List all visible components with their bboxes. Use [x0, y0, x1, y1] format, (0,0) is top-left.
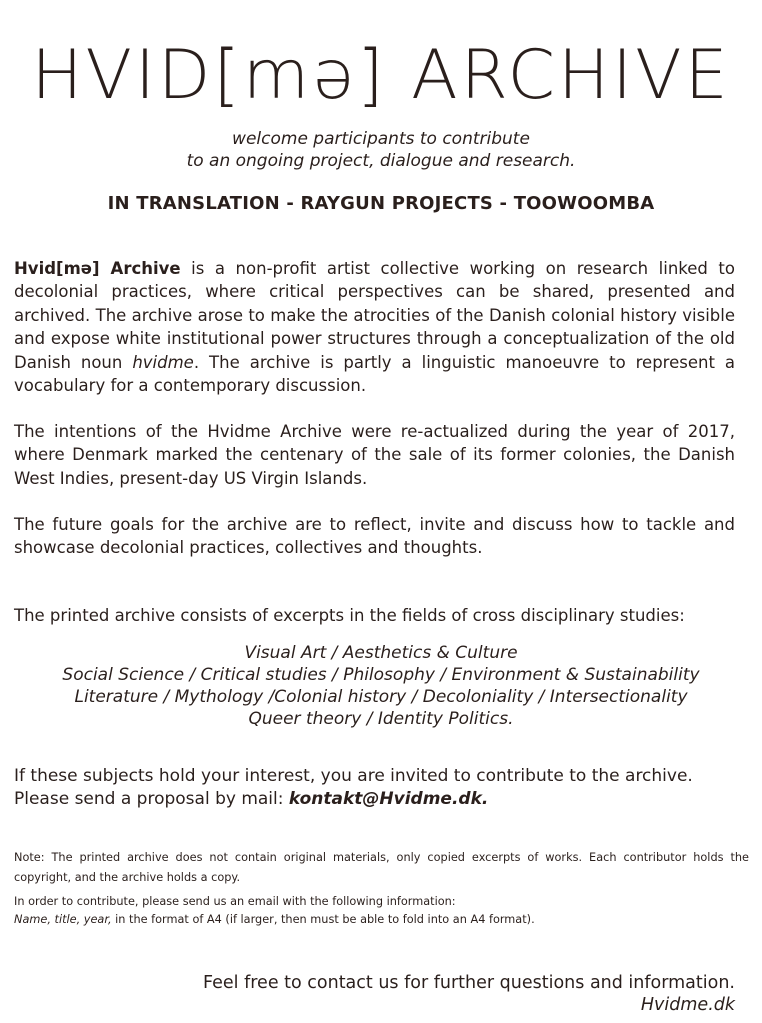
field-line: Social Science / Critical studies / Philosophy / Environment & Sustainability — [62, 665, 700, 685]
intro-text-a: is a non-profit artist collective working on research linked to decolonial practices, where critical perspectives can be shared, presented and archived. The archive arose to make the atrocities of the Danish colonial history visible and expose white institutional power structures through a conceptualization of the old Danish noun — [14, 259, 735, 372]
field-line: Visual Art / Aesthetics & Culture — [244, 643, 518, 663]
printed-archive-paragraph: The printed archive consists of excerpts in the fields of cross disciplinary studies: — [14, 606, 685, 625]
fields-list — [0, 642, 762, 730]
page-title: HVID[mə] ARCHIVE — [31, 36, 731, 115]
intro-paragraph — [14, 257, 735, 397]
format-rest: in the format of A4 (if larger, then must be able to fold into an A4 format). — [111, 913, 535, 926]
email-link[interactable]: kontakt@Hvidme.dk. — [288, 788, 489, 809]
field-line: Literature / Mythology /Colonial history / Decoloniality / Intersectionality — [74, 687, 688, 707]
contribute-line: In order to contribute, please send us an email with the following information: — [14, 895, 456, 908]
format-line — [14, 911, 749, 929]
subtitle-line-1: welcome participants to contribute — [232, 129, 530, 149]
intentions-paragraph: The intentions of the Hvidme Archive were re-actualized during the year of 2017, where Denmark marked the centenary of the sale of its former colonies, the Danish West Indies, present-day US Virgin Islands. — [14, 422, 735, 488]
invite-line-2 — [14, 788, 749, 811]
invite-block — [14, 765, 749, 810]
field-line: Queer theory / Identity Politics. — [248, 709, 514, 729]
invite-prefix: Please send a proposal by mail: — [14, 788, 289, 809]
note-paragraph: Note: The printed archive does not contain original materials, only copied excerpts of works. Each contributor holds the copyright, and the archive holds a copy. — [14, 851, 749, 884]
archive-name: Hvid[mə] Archive — [14, 259, 181, 278]
event-headline: IN TRANSLATION - RAYGUN PROJECTS - TOOWOOMBA — [107, 193, 655, 214]
format-fields: Name, title, year, — [14, 913, 112, 926]
website-link[interactable]: Hvidme.dk — [640, 995, 735, 1015]
intro-text-b: . The archive is partly a linguistic manoeuvre to represent a vocabulary for a contemporary discussion. — [14, 352, 736, 396]
invite-line-1: If these subjects hold your interest, you are invited to contribute to the archive. — [14, 766, 693, 786]
noun-hvidme: hvidme — [132, 352, 194, 372]
subtitle-line-2: to an ongoing project, dialogue and research. — [186, 151, 576, 171]
contact-line: Feel free to contact us for further questions and information. — [203, 973, 735, 993]
footer — [0, 972, 735, 1016]
subtitle — [0, 128, 762, 172]
goals-paragraph: The future goals for the archive are to reflect, invite and discuss how to tackle and showcase decolonial practices, collectives and thoughts. — [14, 515, 735, 558]
contribute-instructions — [14, 893, 749, 929]
